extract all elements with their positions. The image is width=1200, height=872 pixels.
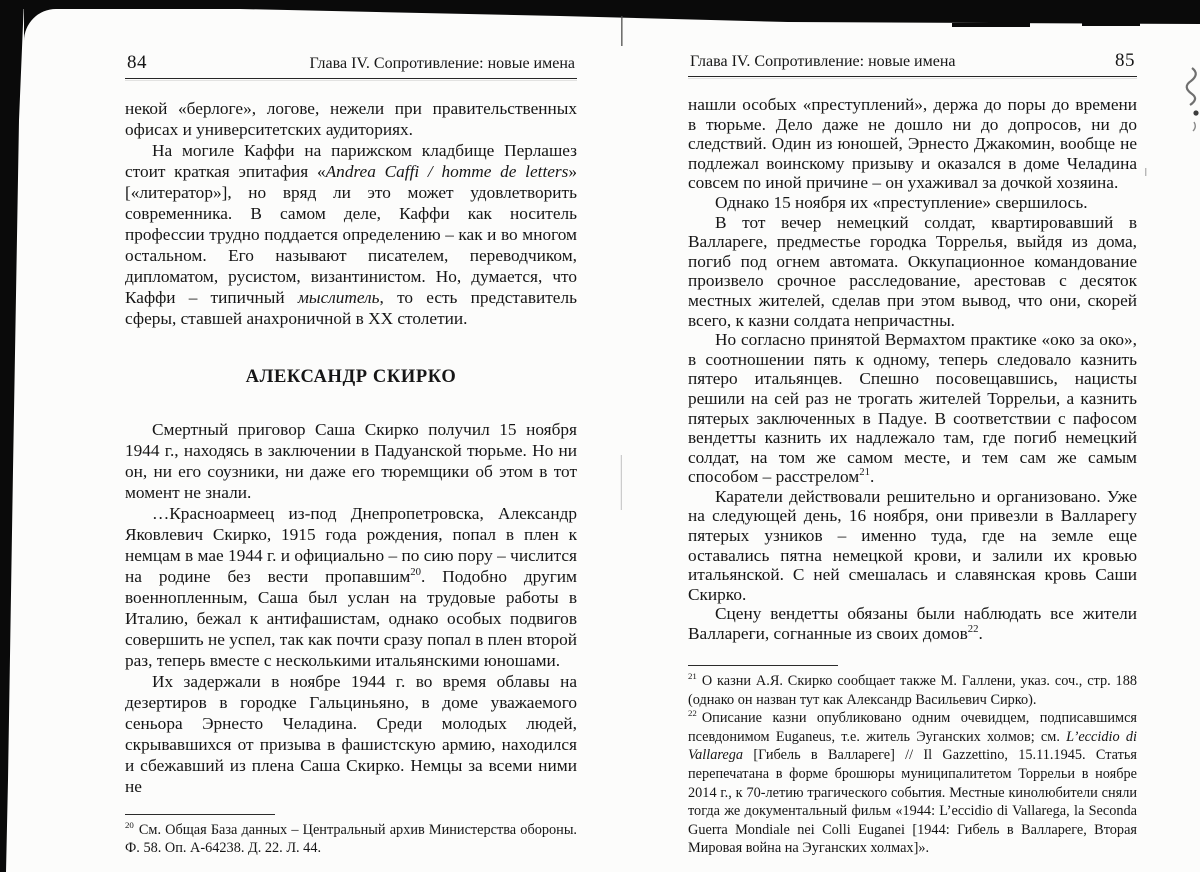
paragraph <box>688 330 1137 487</box>
footnote <box>688 672 1137 709</box>
text-segment: См. Общая База данных – Центральный архив Министерства обороны. Ф. 58. Оп. А-64238. Д. 22. Л. 44. <box>125 821 577 857</box>
text-segment: . Подобно другим военнопленным, Саша был услан на трудовые работы в Италию, бежал к антифашистам, однако особых подвигов совершить не успел, так как почти сразу попал в плен второй раз, теперь вместе с несколькими итальянскими юношами. <box>125 567 577 670</box>
footnotes-left <box>125 814 577 858</box>
page-number-right: 85 <box>1115 50 1135 71</box>
section-heading: АЛЕКСАНДР СКИРКО <box>245 367 457 387</box>
page-left <box>125 52 577 858</box>
paragraph <box>125 671 577 797</box>
paragraph <box>125 419 577 503</box>
text-segment: » [«литератор»], но вряд ли это может удовлетворить современника. В самом деле, Каффи как носитель профессии трудно поддается определению – как и во многом остальном. Его называют писателем, переводчиком, дипломатом, русистом, византинистом. Но, думается, что Каффи – типичный <box>125 162 578 307</box>
page-right <box>688 50 1137 858</box>
page-number-left: 84 <box>127 52 147 73</box>
pencil-mark-right-edge <box>1187 68 1196 105</box>
text-segment: некой «берлоге», логове, нежели при правительственных офисах и университетских аудиториях. <box>125 99 577 139</box>
gutter-crease-top <box>621 16 623 46</box>
pencil-mark-right-edge-2 <box>1193 122 1195 131</box>
page-right-header <box>688 50 1137 76</box>
text-segment: Однако 15 ноября их «преступление» свершилось. <box>715 192 1088 212</box>
running-title-left: Глава IV. Сопротивление: новые имена <box>309 55 575 72</box>
text-segment: На могиле Каффи на парижском кладбище Перлашез стоит краткая эпитафия « <box>125 141 577 181</box>
footnote-separator-left <box>125 814 275 815</box>
text-segment: . <box>978 624 983 644</box>
speck-right <box>1145 168 1146 176</box>
footnote-marker: 20 <box>125 820 134 831</box>
edge-shadow-left <box>0 0 24 872</box>
text-segment: Andrea Caffi / homme de letters <box>325 162 569 181</box>
edge-ragged-top-right <box>952 23 1030 27</box>
paragraph <box>688 95 1137 193</box>
edge-shadow-top <box>0 0 1200 24</box>
text-segment: , то есть представитель сферы, ставшей анахроничной в ХХ столетии. <box>125 288 577 328</box>
footnote <box>688 709 1137 858</box>
footnote-text <box>688 710 1137 856</box>
footnote-marker: 22 <box>688 708 697 719</box>
footnote-reference: 20 <box>410 566 421 579</box>
paragraph <box>688 213 1137 331</box>
text-segment: мыслитель <box>297 288 380 307</box>
page-left-header <box>125 52 577 78</box>
text-segment: нашли особых «преступлений», держа до поры до времени в тюрьме. Дело даже не дошло ни до допросов, ни до следствий. Один из юношей, Эрнесто Джакомин, вообще не подлежал воинскому призыву и оказался в доме Челадина совсем по иной причине – он ухаживал за дочкой хозяина. <box>688 95 1137 193</box>
edge-ragged-top-right-2 <box>1082 23 1140 26</box>
text-segment: . <box>869 467 875 487</box>
body-text-left <box>125 98 577 797</box>
text-segment: [Гибель в Валлареге] // Il Gazzettino, 15.11.1945. Статья перепечатана в форме брошюры муниципалитетом Торрельи в ноябре 2014 г., к 70-летию трагического события. Местные кинолюбители сняли тогда же документальный фильм «1944: L’eccidio di Vallarega, la Seconda Guerra Mondiale nei Colli Euganei [1944: Гибель в Валлареге, Вторая Мировая война на Эуганских холмах]». <box>688 747 1137 857</box>
paragraph <box>125 503 577 671</box>
text-segment: О казни А.Я. Скирко сообщает также М. Галлени, указ. соч., стр. 188 (однако он назван тут как Александр Васильевич Сирко). <box>688 673 1137 708</box>
text-segment: …Красноармеец из-под Днепропетровска, Александр Яковлевич Скирко, 1915 года рождения, попал в плен к немцам в мае 1944 г. и официально – по сию пору – числится на родине без вести пропавшим <box>125 504 577 586</box>
footnote-text <box>125 822 577 857</box>
paragraph <box>125 98 577 140</box>
page-corner-curve <box>24 9 56 41</box>
footnote-reference: 22 <box>967 623 979 636</box>
footnote <box>125 821 577 858</box>
text-segment: В тот вечер немецкий солдат, квартировавший в Валлареге, предместье городка Торрелья, выйдя из дома, погиб под огнем автомата. Оккупационное командование произвело срочное расследование, арестовав с десяток местных жителей, сделав при этом вывод, что они, скорей всего, к казни солдата непричастны. <box>688 212 1137 330</box>
text-segment: Описание казни опубликовано одним очевидцем, подписавшимся псевдонимом Euganeus, т.е. житель Эуганских холмов; см. <box>688 710 1137 745</box>
text-segment: Каратели действовали решительно и организовано. Уже на следующей день, 16 ноября, они привезли в Валларегу пятерых узников – именно туда, где на земле еще оставались пятна немецкой крови, и залили их кровью итальянской. С ней смешалась и славянская кровь Саши Скирко. <box>688 486 1137 604</box>
paragraph <box>688 193 1137 213</box>
header-rule-left <box>125 78 577 79</box>
ink-dot-right-edge <box>1193 110 1198 115</box>
text-segment: Смертный приговор Саша Скирко получил 15 ноября 1944 г., находясь в заключении в Падуанской тюрьме. Но ни он, ни его соузники, ни даже его тюремщики об этом в тот момент не знали. <box>125 420 577 502</box>
text-segment: Сцену вендетты обязаны были наблюдать все жители Валлареги, согнанные из своих домов <box>688 604 1137 644</box>
edge-notch-top-center <box>643 0 689 17</box>
footnote-text <box>688 673 1137 708</box>
text-segment: L’eccidio di Vallarega <box>688 728 1137 764</box>
footnote-reference: 21 <box>859 466 870 479</box>
gutter-crease-mid <box>621 455 622 510</box>
text-segment: Их задержали в ноябре 1944 г. во время облавы на дезертиров в городке Гальциньяно, в доме уважаемого сеньора Эрнесто Челадина. Среди молодых людей, скрывавшихся от призыва в фашистскую армию, находился и сбежавший из плена Саша Скирко. Немцы за всеми ними не <box>125 672 577 796</box>
footnotes-right <box>688 665 1137 858</box>
footnote-marker: 21 <box>688 671 697 682</box>
header-rule-right <box>688 76 1137 77</box>
running-title-right: Глава IV. Сопротивление: новые имена <box>690 53 956 70</box>
body-text-right <box>688 95 1137 644</box>
text-segment: Но согласно принятой Вермахтом практике «око за око», в соотношении пять к одному, теперь следовало казнить пятеро итальянцев. Спешно посовещавшись, нацисты решили на сей раз не трогать жителей Торрельи, а казнить пятерых заключенных в Падуе. В соответствии с пафосом вендетты казнить их надлежало там, где погиб немецкий солдат, на том же самом месте, и тем сам же самым способом – расстрелом <box>688 330 1137 487</box>
paragraph <box>125 140 577 329</box>
footnote-separator-right <box>688 665 838 666</box>
paragraph <box>688 487 1137 605</box>
paragraph <box>688 604 1137 643</box>
